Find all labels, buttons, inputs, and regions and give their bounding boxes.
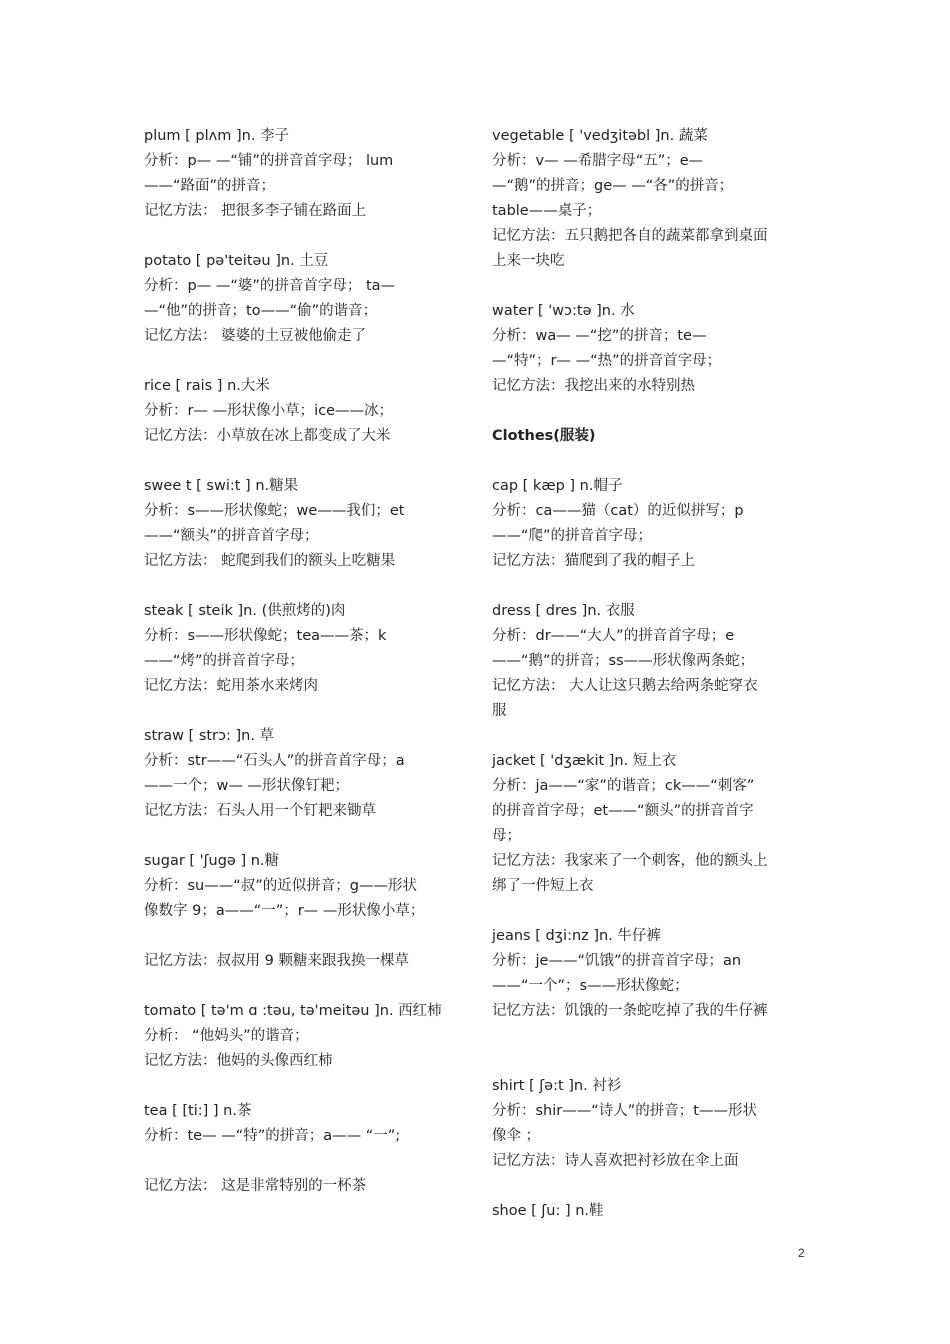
entry-gap — [144, 824, 462, 849]
entry-headword: swee t [ swi:t ] n.糖果 — [144, 478, 299, 494]
entry-memory-line: 记忆方法：我家来了一个刺客，他的额头上 — [492, 853, 768, 869]
entry-gap — [492, 724, 810, 749]
entry-headword: steak [ steik ]n. (供煎烤的)肉 — [144, 603, 346, 619]
entry-analysis-line: ——“烤”的拼音首字母； — [144, 653, 305, 669]
entry-gap — [492, 1174, 810, 1199]
entry-analysis-line: 分析：je——“饥饿”的拼音首字母；an — [492, 953, 742, 969]
entry-gap — [144, 449, 462, 474]
entry-memory-line: 记忆方法：五只鹅把各自的蔬菜都拿到桌面 — [492, 228, 768, 244]
entry-gap — [492, 574, 810, 599]
entry-analysis-line: —“特”；r— —“热”的拼音首字母； — [492, 353, 722, 369]
entry-memory-line: 记忆方法：叔叔用 9 颗糖来跟我换一棵草 — [144, 953, 409, 969]
entry-analysis-line: —“鹅”的拼音；ge— —“各”的拼音； — [492, 178, 734, 194]
entry-analysis-line: 分析：s——形状像蛇；we——我们；et — [144, 503, 405, 519]
vocab-entry — [144, 374, 462, 449]
entry-analysis-line: 分析：v— —希腊字母“五”；e— — [492, 153, 704, 169]
section-heading: Clothes(服装) — [492, 428, 596, 444]
vocab-entry — [492, 474, 810, 574]
entry-analysis-line: 分析：dr——“大人”的拼音首字母；e — [492, 628, 735, 644]
right-column — [492, 124, 810, 1224]
entry-gap — [144, 224, 462, 249]
entry-memory-line: 记忆方法：我挖出来的水特别热 — [492, 378, 695, 394]
vocab-entry — [492, 299, 810, 399]
entry-analysis-line: 分析：r— —形状像小草；ice——冰； — [144, 403, 393, 419]
vocab-entry — [144, 999, 462, 1074]
entry-headword: sugar [ 'ʃugə ] n.糖 — [144, 853, 280, 869]
entry-gap — [144, 349, 462, 374]
entry-analysis-line: 的拼音首字母；et——“额头”的拼音首字 — [492, 803, 754, 819]
entry-gap — [492, 449, 810, 474]
entry-analysis-line: 分析：te— —“特”的拼音；a—— “一”; — [144, 1128, 401, 1144]
entry-memory-line: 记忆方法：小草放在冰上都变成了大米 — [144, 428, 391, 444]
entry-memory-line: 记忆方法：蛇用茶水来烤肉 — [144, 678, 318, 694]
entry-analysis-line: ——一个；w— —形状像钉耙； — [144, 778, 349, 794]
entry-memory-line: 绑了一件短上衣 — [492, 878, 594, 894]
entry-headword: water [ 'wɔ:tə ]n. 水 — [492, 303, 635, 319]
entry-analysis-line: 分析：p— —“铺”的拼音首字母； lum — [144, 153, 394, 169]
entry-memory-line: 记忆方法： 把很多李子铺在路面上 — [144, 203, 367, 219]
entry-analysis-line: 分析：s——形状像蛇；tea——茶；k — [144, 628, 387, 644]
vocab-entry — [144, 599, 462, 699]
entry-analysis-line: 分析：ca——猫（cat）的近似拼写；p — [492, 503, 744, 519]
entry-headword: shirt [ ʃə:t ]n. 衬衫 — [492, 1078, 622, 1094]
entry-analysis-line: 母； — [492, 828, 521, 844]
entry-analysis-line: 像数字 9；a——“一”；r— —形状像小草； — [144, 903, 425, 919]
vocab-entry — [492, 924, 810, 1049]
entry-memory-line: 记忆方法： 大人让这只鹅去给两条蛇穿衣 — [492, 678, 758, 694]
entry-memory-line: 记忆方法： 这是非常特别的一杯茶 — [144, 1178, 367, 1194]
entry-headword: jeans [ dʒi:nz ]n. 牛仔裤 — [492, 928, 661, 944]
entry-analysis-line: 分析：shir——“诗人”的拼音；t——形状 — [492, 1103, 757, 1119]
section-heading-block — [492, 424, 810, 449]
vocab-entry — [492, 1074, 810, 1174]
entry-analysis-line: ——“一个”；s——形状像蛇； — [492, 978, 689, 994]
vocab-entry — [492, 749, 810, 899]
vocab-entry — [144, 724, 462, 824]
entry-headword: potato [ pə'teitəu ]n. 土豆 — [144, 253, 329, 269]
entry-headword: jacket [ 'dʒækit ]n. 短上衣 — [492, 753, 677, 769]
entry-analysis-line: ——“爬”的拼音首字母； — [492, 528, 653, 544]
entry-memory-line: 上来一块吃 — [492, 253, 565, 269]
entry-headword: rice [ rais ] n.大米 — [144, 378, 270, 394]
entry-gap — [492, 1049, 810, 1074]
entry-analysis-line: ——“额头”的拼音首字母； — [144, 528, 319, 544]
entry-memory-line: 记忆方法： 蛇爬到我们的额头上吃糖果 — [144, 553, 396, 569]
vocab-entry — [144, 1099, 462, 1199]
entry-gap — [492, 274, 810, 299]
vocab-entry — [492, 124, 810, 274]
entry-analysis-line — [144, 1149, 462, 1174]
entry-gap — [144, 574, 462, 599]
entry-memory-line: 记忆方法：饥饿的一条蛇吃掉了我的牛仔裤 — [492, 1003, 768, 1019]
entry-analysis-line: table——桌子； — [492, 203, 602, 219]
page-number: 2 — [798, 1246, 805, 1260]
entry-headword: tea [ [ti:] ] n.茶 — [144, 1103, 252, 1119]
entry-headword: straw [ strɔ: ]n. 草 — [144, 728, 275, 744]
entry-headword: shoe [ ʃu: ] n.鞋 — [492, 1203, 604, 1219]
entry-memory-line: 服 — [492, 703, 507, 719]
vocab-entry — [492, 1199, 810, 1224]
entry-headword: vegetable [ 'vedʒitəbl ]n. 蔬菜 — [492, 128, 708, 144]
entry-analysis-line: 分析：wa— —“挖”的拼音；te— — [492, 328, 707, 344]
entry-memory-line: 记忆方法： 婆婆的土豆被他偷走了 — [144, 328, 367, 344]
entry-analysis-line: ——“路面”的拼音； — [144, 178, 276, 194]
entry-analysis-line: 分析：p— —“婆”的拼音首字母； ta— — [144, 278, 396, 294]
entry-analysis-line: 分析： “他妈头”的谐音； — [144, 1028, 309, 1044]
entry-headword: cap [ kæp ] n.帽子 — [492, 478, 623, 494]
entry-gap — [492, 899, 810, 924]
entry-memory-line: 记忆方法：诗人喜欢把衬衫放在伞上面 — [492, 1153, 739, 1169]
entry-analysis-line: 分析：su——“叔”的近似拼音；g——形状 — [144, 878, 417, 894]
entry-analysis-line: —“他”的拼音；to——“偷”的谐音； — [144, 303, 378, 319]
left-column — [144, 124, 462, 1199]
entry-analysis-line: 分析：str——“石头人”的拼音首字母；a — [144, 753, 405, 769]
entry-memory-line — [492, 1024, 810, 1049]
entry-headword: dress [ dres ]n. 衣服 — [492, 603, 635, 619]
vocab-entry — [492, 599, 810, 724]
entry-gap — [144, 974, 462, 999]
entry-analysis-line: 像伞 ； — [492, 1128, 541, 1144]
entry-memory-line: 记忆方法：猫爬到了我的帽子上 — [492, 553, 695, 569]
vocab-entry — [144, 474, 462, 574]
entry-gap — [492, 399, 810, 424]
entry-headword: plum [ plʌm ]n. 李子 — [144, 128, 290, 144]
entry-gap — [144, 699, 462, 724]
entry-memory-line: 记忆方法：石头人用一个钉耙来锄草 — [144, 803, 376, 819]
entry-analysis-line: 分析：ja——“家”的谐音；ck——“刺客” — [492, 778, 755, 794]
vocab-entry — [144, 849, 462, 974]
entry-headword: tomato [ tə'm ɑ :təu, tə'meitəu ]n. 西红柿 — [144, 1003, 442, 1019]
entry-analysis-line — [144, 924, 462, 949]
entry-gap — [144, 1074, 462, 1099]
entry-analysis-line: ——“鹅”的拼音；ss——形状像两条蛇； — [492, 653, 755, 669]
entry-memory-line: 记忆方法：他妈的头像西红柿 — [144, 1053, 333, 1069]
vocab-entry — [144, 249, 462, 349]
vocab-entry — [144, 124, 462, 224]
